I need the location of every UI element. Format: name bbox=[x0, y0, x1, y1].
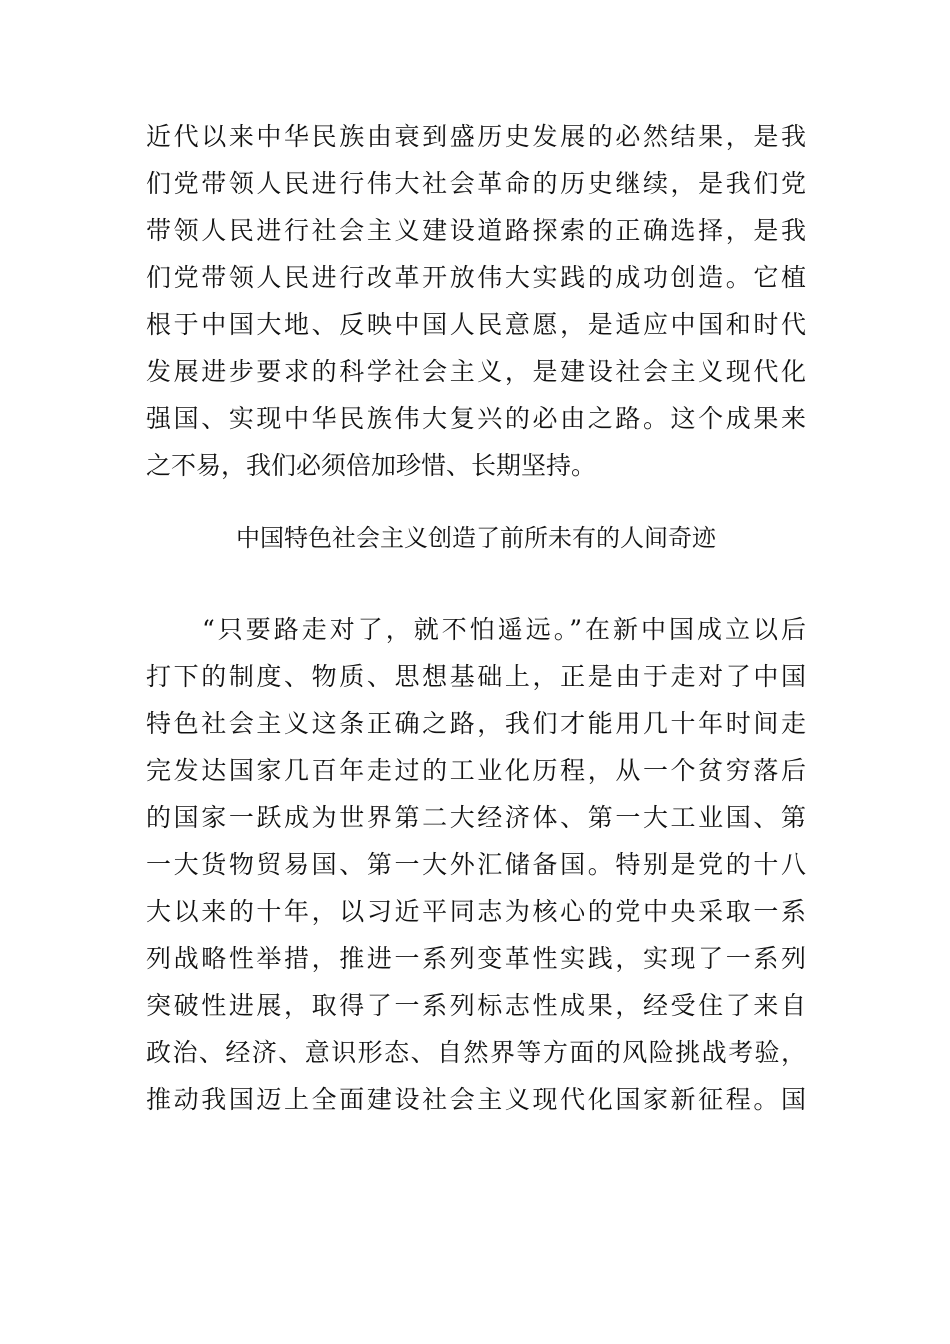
paragraph-line: 们党带领人民进行伟大社会革命的历史继续，是我们党 bbox=[146, 169, 806, 198]
paragraph-line: 的国家一跃成为世界第二大经济体、第一大工业国、第 bbox=[146, 803, 806, 832]
section-heading: 中国特色社会主义创造了前所未有的人间奇迹 bbox=[236, 524, 716, 552]
paragraph-line: 特色社会主义这条正确之路，我们才能用几十年时间走 bbox=[146, 709, 806, 738]
paragraph-line: 带领人民进行社会主义建设道路探索的正确选择，是我 bbox=[146, 216, 806, 245]
paragraph-line: 之不易，我们必须倍加珍惜、长期坚持。 bbox=[146, 451, 597, 480]
paragraph-line: 根于中国大地、反映中国人民意愿，是适应中国和时代 bbox=[146, 310, 806, 339]
paragraph-line: 推动我国迈上全面建设社会主义现代化国家新征程。国 bbox=[146, 1085, 806, 1114]
paragraph-line: 发展进步要求的科学社会主义，是建设社会主义现代化 bbox=[146, 357, 806, 386]
paragraph-line: 打下的制度、物质、思想基础上，正是由于走对了中国 bbox=[146, 662, 806, 691]
paragraph-line: 突破性进展，取得了一系列标志性成果，经受住了来自 bbox=[146, 991, 806, 1020]
paragraph-line: 列战略性举措，推进一系列变革性实践，实现了一系列 bbox=[146, 944, 806, 973]
paragraph-line: 政治、经济、意识形态、自然界等方面的风险挑战考验， bbox=[146, 1038, 806, 1067]
paragraph-line: 一大货物贸易国、第一大外汇储备国。特别是党的十八 bbox=[146, 850, 806, 879]
paragraph-line: 大以来的十年，以习近平同志为核心的党中央采取一系 bbox=[146, 897, 806, 926]
paragraph-line: 强国、实现中华民族伟大复兴的必由之路。这个成果来 bbox=[146, 404, 806, 433]
paragraph-line: 们党带领人民进行改革开放伟大实践的成功创造。它植 bbox=[146, 263, 806, 292]
paragraph-line: “只要路走对了，就不怕遥远。”在新中国成立以后 bbox=[146, 615, 806, 644]
paragraph-line: 近代以来中华民族由衰到盛历史发展的必然结果，是我 bbox=[146, 122, 806, 151]
paragraph-line: 完发达国家几百年走过的工业化历程，从一个贫穷落后 bbox=[146, 756, 806, 785]
